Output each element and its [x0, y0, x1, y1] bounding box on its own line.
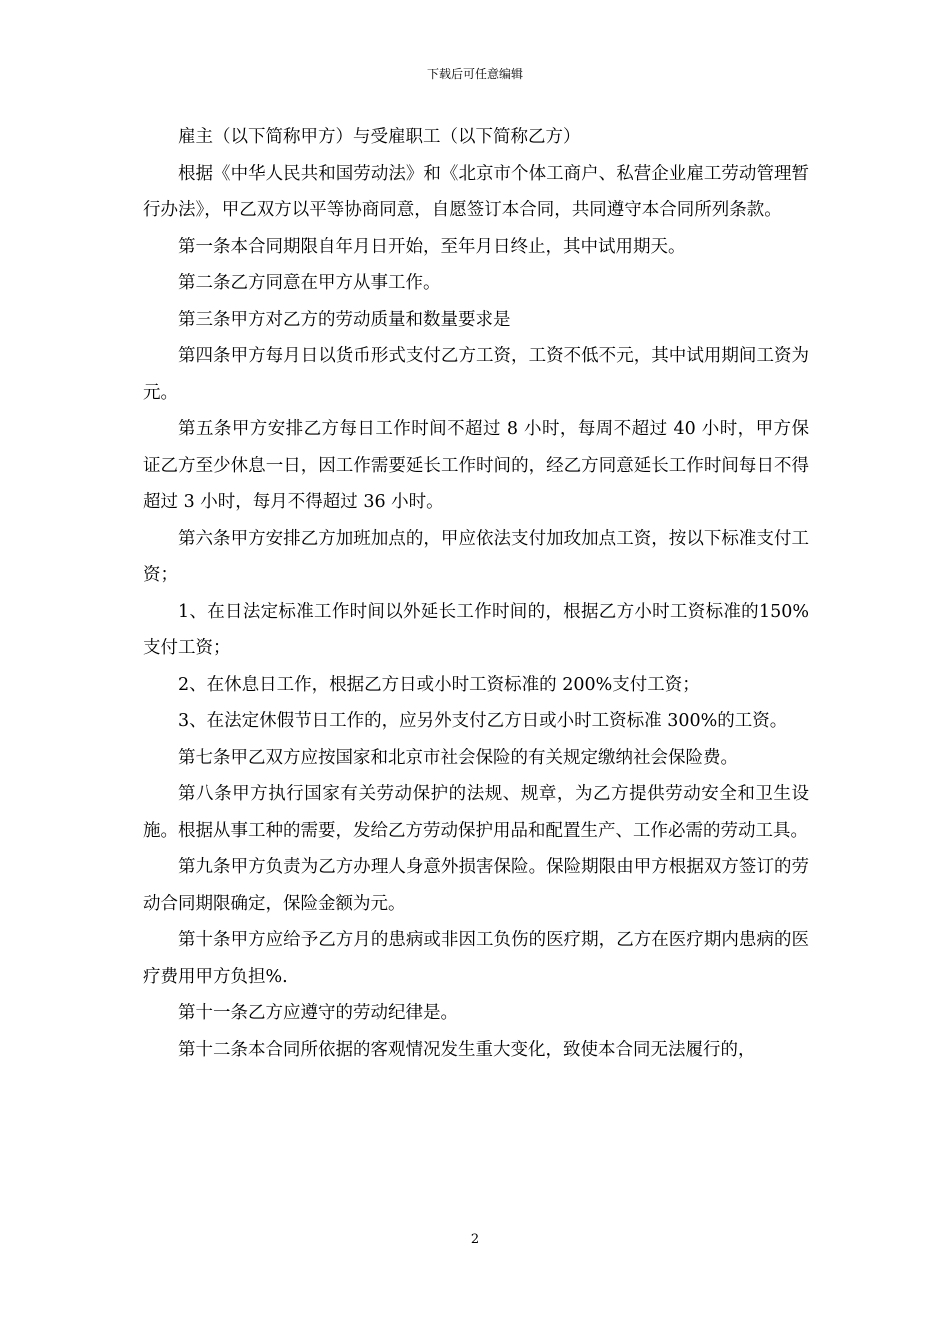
contract-body	[143, 119, 809, 1068]
paragraph-article-1: 第一条本合同期限自年月日开始，至年月日终止，其中试用期天。	[178, 236, 686, 257]
paragraph-article-5: 第五条甲方安排乙方每日工作时间不超过 8 小时，每周不超过 40 小时，甲方保证乙方至少休息一日，因工作需要延长工作时间的，经乙方同意延长工作时间每日不得超过 3 小时，每月不得超过 36 小时。	[143, 419, 809, 512]
paragraph-article-6: 第六条甲方安排乙方加班加点的，甲应依法支付加玫加点工资，按以下标准支付工资；	[143, 528, 809, 585]
paragraph-parties: 雇主（以下简称甲方）与受雇职工（以下简称乙方）	[178, 127, 581, 147]
paragraph-article-11: 第十一条乙方应遵守的劳动纪律是。	[178, 1003, 458, 1023]
paragraph-article-12: 第十二条本合同所依据的客观情况发生重大变化，致使本合同无法履行的，	[178, 1039, 756, 1060]
paragraph-article-4: 第四条甲方每月日以货币形式支付乙方工资，工资不低不元，其中试用期间工资为元。	[143, 346, 809, 403]
paragraph-article-10: 第十条甲方应给予乙方月的患病或非因工负伤的医疗期，乙方在医疗期内患病的医疗费用甲方负担%.	[143, 930, 809, 987]
paragraph-article-6-item-1: 1、在日法定标准工作时间以外延长工作时间的，根据乙方小时工资标准的150%支付工资；	[143, 601, 809, 658]
page-number: 2	[470, 1232, 480, 1247]
paragraph-article-2: 第二条乙方同意在甲方从事工作。	[178, 273, 441, 293]
paragraph-article-3: 第三条甲方对乙方的劳动质量和数量要求是	[178, 309, 511, 330]
paragraph-article-6-item-3: 3、在法定休假节日工作的，应另外支付乙方日或小时工资标准 300%的工资。	[178, 711, 788, 731]
paragraph-preamble: 根据《中华人民共和国劳动法》和《北京市个体工商户、私营企业雇工劳动管理暂行办法》，甲乙双方以平等协商同意，自愿签订本合同，共同遵守本合同所列条款。	[143, 163, 809, 220]
page-header: 下载后可任意编辑	[426, 67, 523, 81]
paragraph-article-9: 第九条甲方负责为乙方办理人身意外损害保险。保险期限由甲方根据双方签订的劳动合同期限确定，保险金额为元。	[143, 857, 809, 914]
paragraph-article-6-item-2: 2、在休息日工作，根据乙方日或小时工资标准的 200%支付工资；	[178, 674, 700, 695]
paragraph-article-7: 第七条甲乙双方应按国家和北京市社会保险的有关规定缴纳社会保险费。	[178, 747, 738, 768]
paragraph-article-8: 第八条甲方执行国家有关劳动保护的法规、规章，为乙方提供劳动安全和卫生设施。根据从事工种的需要，发给乙方劳动保护用品和配置生产、工作必需的劳动工具。	[143, 784, 809, 841]
